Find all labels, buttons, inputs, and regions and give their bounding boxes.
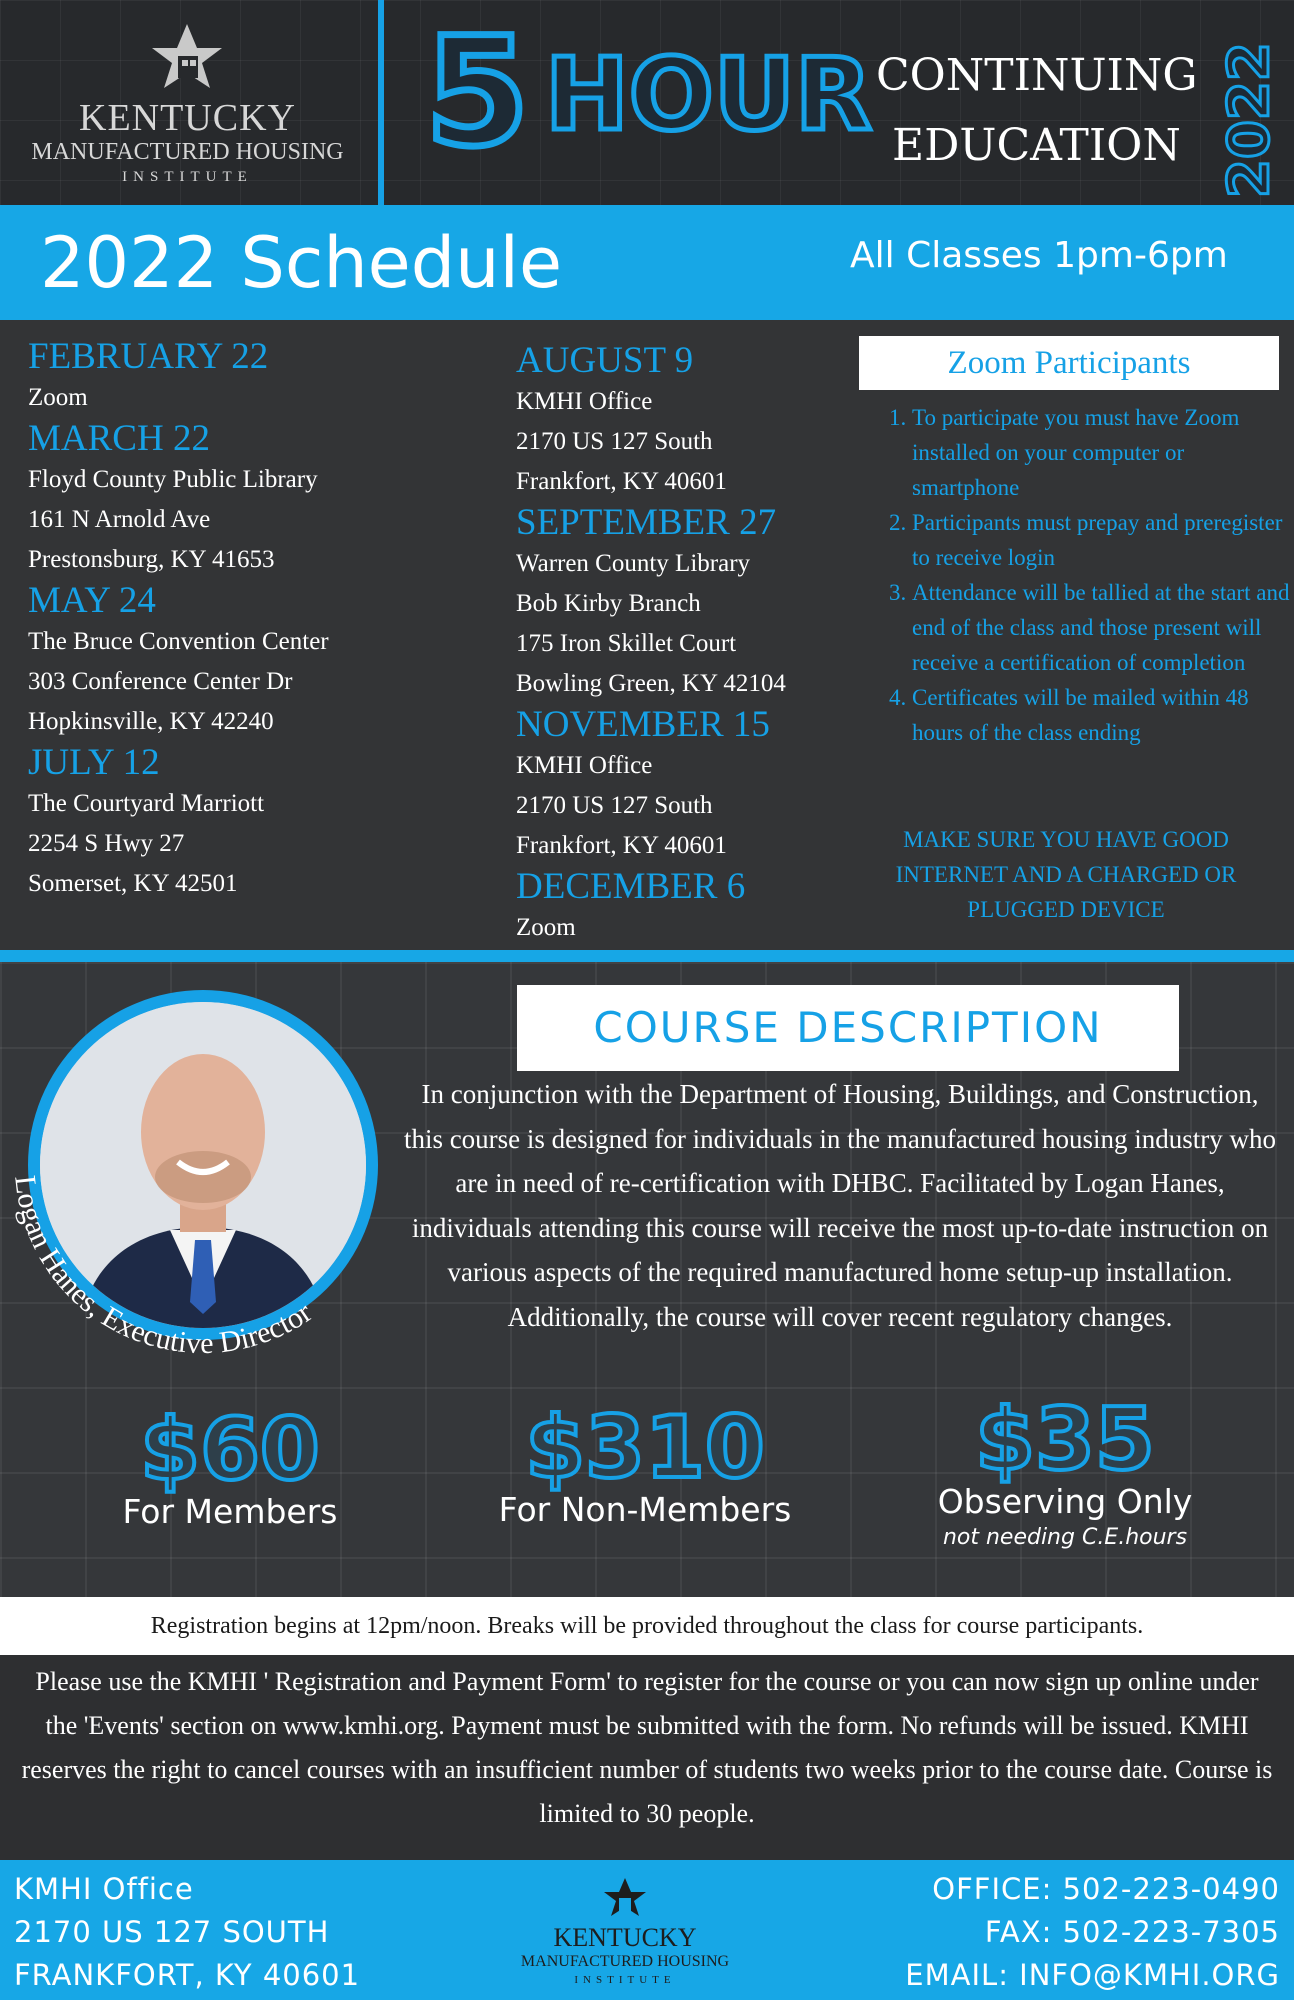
year-vertical-text: 2022 [1222,42,1282,198]
payment-instructions: Please use the KMHI ' Registration and Payment Form' to register for the course or you can now sign up online under the 'Events' section on www.kmhi.org. Payment must be submitted with the form. No refunds will be issued. KMHI reserves the right to cancel courses with an insufficient number of students two weeks prior to the course date. Course is limited to 30 people. [21,1667,1273,1828]
registration-note: Registration begins at 12pm/noon. Breaks will be provided throughout the class for course participants. [0,1597,1294,1655]
footer-brand-line3: INSTITUTE [574,1974,676,1986]
price-value: $60 [140,1400,320,1500]
footer-brand-line1: KENTUCKY [553,1923,697,1952]
price-value: $310 [525,1398,765,1498]
footer-office-phone: OFFICE: 502-223-0490 [932,1872,1280,1906]
schedule-line: Zoom [28,384,88,411]
zoom-instructions-list [892,400,1292,750]
zoom-instruction-item: 2. Participants must prepay and preregister to receive login [912,505,1292,575]
schedule-line: Floyd County Public Library [28,466,318,493]
zoom-instruction-item: 3. Attendance will be tallied at the start and end of the class and those present will receive a certification of completion [912,575,1292,680]
schedule-entry [516,704,856,866]
schedule-line: 2170 US 127 South [516,428,713,455]
schedule-entry [28,742,408,904]
price-note: not needing C.E.hours [942,1525,1188,1550]
schedule-line: Hopkinsville, KY 42240 [28,708,274,735]
zoom-warning: MAKE SURE YOU HAVE GOOD INTERNET AND A CHARGED OR PLUGGED DEVICE [895,827,1237,922]
ce-line1: CONTINUING [876,50,1198,101]
big-word: HOUR [545,36,872,153]
price-label: Observing Only [937,1482,1193,1521]
year-vertical [1222,10,1282,200]
schedule-month: DECEMBER 6 [516,866,746,907]
schedule-line: 161 N Arnold Ave [28,506,211,533]
schedule-line: The Bruce Convention Center [28,628,329,655]
schedule-line: Prestonsburg, KY 41653 [28,546,275,573]
footer-address [14,1868,360,1997]
price-members [90,1400,370,1531]
course-description-text: In conjunction with the Department of Housing, Buildings, and Construction, this course is designed for individuals in the manufactured housing industry who are in need of re-certification with DHBC. Facilitated by Logan Hanes, individuals attending this course will receive the most up-to-date instruction on various aspects of the required manufactured home setup-up installation. Additionally, the course will cover recent regulatory changes. [403,1079,1277,1332]
schedule-line: Frankfort, KY 40601 [516,832,727,859]
schedule-line: Warren County Library [516,550,751,577]
schedule-line: Somerset, KY 42501 [28,870,238,897]
schedule-line: Bob Kirby Branch [516,590,701,617]
house-star-icon [500,1874,750,1924]
big-number: 5 [425,6,530,180]
header-divider [378,0,384,205]
svg-text:Logan Hanes, Executive Directo [8,1174,317,1360]
schedule-entry [28,580,408,742]
schedule-month: FEBRUARY 22 [28,336,269,377]
zoom-instruction-item: 1. To participate you must have Zoom installed on your computer or smartphone [912,400,1292,505]
brand-name-line3: INSTITUTE [122,169,253,185]
footer-contact [905,1868,1280,1997]
schedule-line: The Courtyard Marriott [28,790,265,817]
schedule-entry [28,336,408,418]
course-description-title: COURSE DESCRIPTION [517,985,1179,1071]
zoom-participants-title: Zoom Participants [859,336,1279,390]
footer-address-line: FRANKFORT, KY 40601 [14,1958,361,1992]
schedule-line: Bowling Green, KY 42104 [516,670,786,697]
schedule-line: 2254 S Hwy 27 [28,830,185,857]
price-non-members [470,1398,820,1529]
schedule-line: KMHI Office [516,388,653,415]
footer-fax: FAX: 502-223-7305 [984,1915,1280,1949]
footer-brand-line2: MANUFACTURED HOUSING [520,1953,730,1970]
price-label: For Members [122,1492,338,1531]
schedule-month: MARCH 22 [28,418,210,459]
schedule-line: 2170 US 127 South [516,792,713,819]
ce-line2: EDUCATION [892,120,1181,171]
schedule-title: 2022 Schedule [40,222,563,304]
brand-name-line1: KENTUCKY [79,97,296,139]
footer-address-line: 2170 US 127 SOUTH [14,1915,330,1949]
schedule-month: AUGUST 9 [516,340,694,381]
house-star-icon [10,18,365,98]
schedule-line: Frankfort, KY 40601 [516,468,727,495]
schedule-line: 303 Conference Center Dr [28,668,293,695]
schedule-column-2 [516,340,856,948]
schedule-entry [516,340,856,502]
schedule-month: JULY 12 [28,742,160,783]
zoom-instruction-item: 4. Certificates will be mailed within 48 hours of the class ending [912,680,1292,750]
header-logo [10,18,365,198]
instructor-caption-text: Logan Hanes, Executive Director [8,1173,318,1361]
schedule-entry [28,418,408,580]
price-observing [900,1390,1230,1550]
brand-name-line2: MANUFACTURED HOUSING [31,139,344,165]
schedule-line: 175 Iron Skillet Court [516,630,737,657]
schedule-column-1 [28,336,408,904]
schedule-line: KMHI Office [516,752,653,779]
schedule-entry [516,502,856,704]
footer-email: EMAIL: INFO@KMHI.ORG [905,1958,1280,1992]
footer-address-line: KMHI Office [14,1872,194,1906]
instructor-caption [0,955,413,1375]
price-label: For Non-Members [498,1490,792,1529]
schedule-month: NOVEMBER 15 [516,704,770,745]
schedule-entry [516,866,856,948]
classes-time: All Classes 1pm-6pm [850,235,1228,276]
schedule-month: MAY 24 [28,580,156,621]
footer-logo [500,1874,750,1994]
schedule-month: SEPTEMBER 27 [516,502,777,543]
price-value: $35 [975,1390,1155,1490]
schedule-line: Zoom [516,914,576,941]
